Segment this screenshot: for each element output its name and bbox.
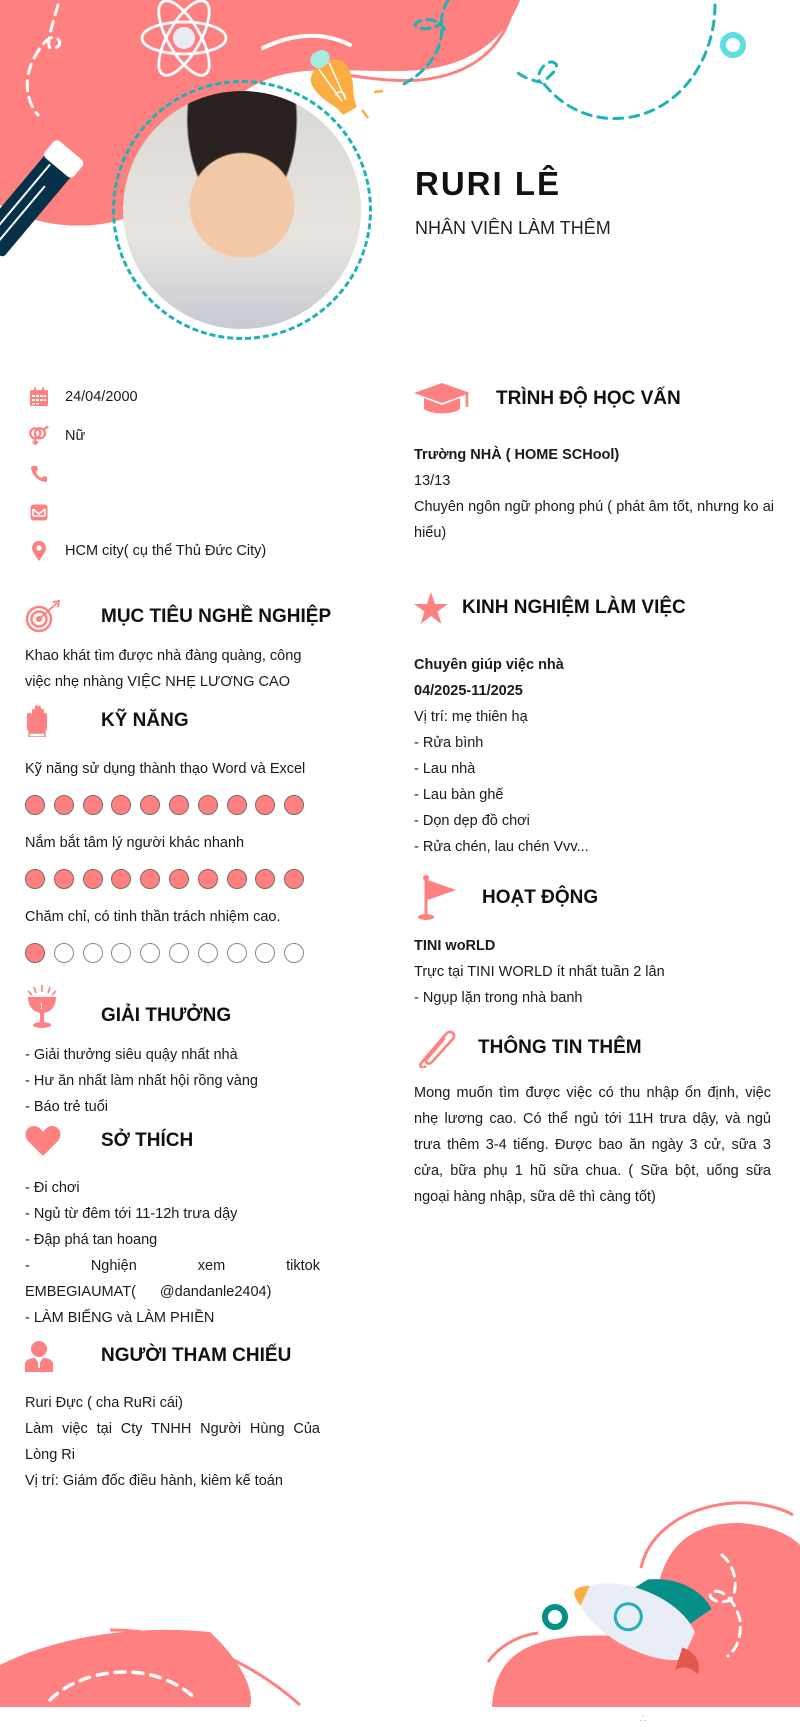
award-item: - Báo trẻ tuổi	[25, 1099, 109, 1115]
section-hobbies-header	[25, 1125, 193, 1157]
education-description: Chuyên ngôn ngữ phong phú ( phát âm tốt, nhưng ko ai hiểu)	[414, 499, 774, 541]
rating-dot-filled	[227, 795, 247, 815]
hobby-item: - Đi chơi	[25, 1180, 80, 1196]
graduation-cap-icon	[414, 383, 470, 415]
experience-line: - Lau nhà	[414, 761, 476, 777]
additional-info-text: Mong muốn tìm được việc có thu nhập ổn định, việc nhẹ lương cao. Có thể ngủ tới 11H trưa dậy, và ngủ trưa thêm 3-4 tiếng. Được bao ăn ngày 3 cử, sữa 3 cửa, bữa phụ 1 hũ sữa chua. ( Sữa bột, uống sữa ngoại hàng nhập, sữa dê thì càng tốt)	[414, 1085, 771, 1205]
experience-line: - Rửa bình	[414, 735, 484, 751]
rating-dot-empty	[227, 943, 247, 963]
rating-dot-empty	[111, 943, 131, 963]
career-goal-text: Khao khát tìm được nhà đàng quàng, công việc nhẹ nhàng VIỆC NHẸ LƯƠNG CAO	[25, 648, 302, 690]
hand-icon	[25, 705, 49, 737]
rating-dot-filled	[169, 869, 189, 889]
paperclip-icon	[416, 1028, 458, 1068]
rating-dot-filled	[284, 795, 304, 815]
rating-dot-filled	[198, 795, 218, 815]
rating-dot-filled	[111, 795, 131, 815]
award-item: - Giải thưởng siêu quậy nhất nhà	[25, 1047, 238, 1063]
bottom-left-blob	[0, 1630, 251, 1707]
section-career-goal-header	[25, 600, 331, 634]
section-title: SỞ THÍCH	[101, 1130, 194, 1151]
awards-list	[25, 1042, 258, 1120]
hobby-item: - Đập phá tan hoang	[25, 1232, 158, 1248]
education-period: 13/13	[414, 473, 451, 489]
birthdate-value: 24/04/2000	[65, 389, 138, 405]
hobbies-list	[25, 1175, 320, 1331]
gender-value: Nữ	[65, 428, 86, 444]
svg-text:1: 1	[39, 1001, 44, 1011]
activities-details	[414, 933, 774, 1011]
skill-label: Chăm chỉ, có tinh thần trách nhiệm cao.	[25, 909, 281, 925]
flag-icon	[418, 875, 458, 921]
location-icon	[28, 540, 50, 562]
job-title: NHÂN VIÊN LÀM THÊM	[415, 218, 611, 238]
activity-line: - Ngụp lặn trong nhà banh	[414, 990, 583, 1006]
email-icon	[28, 501, 50, 523]
hobby-item: - LÀM BIẾNG và LÀM PHIỀN	[25, 1310, 215, 1326]
calendar-icon	[28, 386, 50, 408]
section-title: THÔNG TIN THÊM	[478, 1037, 642, 1058]
activity-org: TINI woRLD	[414, 938, 496, 954]
section-additional-info-header	[416, 1028, 642, 1068]
rating-dot-empty	[54, 943, 74, 963]
svg-text:∴: ∴	[640, 1714, 647, 1725]
experience-company: Chuyên giúp việc nhà	[414, 657, 564, 673]
heart-icon	[25, 1125, 61, 1157]
rating-dot-filled	[25, 795, 45, 815]
section-title: KINH NGHIỆM LÀM VIỆC	[462, 597, 686, 618]
rating-dot-filled	[140, 795, 160, 815]
experience-line: - Dọn dẹp đồ chơi	[414, 813, 530, 829]
person-icon	[25, 1340, 53, 1372]
section-references-header	[25, 1340, 291, 1372]
experience-details	[414, 652, 774, 860]
rating-dot-empty	[169, 943, 189, 963]
experience-line: - Lau bàn ghế	[414, 787, 504, 803]
references-text	[25, 1390, 320, 1494]
section-title: HOẠT ĐỘNG	[482, 887, 599, 908]
trophy-icon	[25, 985, 59, 1029]
activity-line: Trực tại TINI WORLD ít nhất tuần 2 lân	[414, 964, 665, 980]
rating-dot-empty	[83, 943, 103, 963]
rating-dot-empty	[255, 943, 275, 963]
rating-dot-filled	[140, 869, 160, 889]
hobby-item: - Nghiện xem tiktok EMBEGIAUMAT( @dandanle2404)	[25, 1258, 320, 1300]
rating-dot-filled	[198, 869, 218, 889]
candidate-name: RURI LÊ	[415, 165, 561, 202]
reference-line: Ruri Đực ( cha RuRi cái)	[25, 1395, 183, 1411]
section-title: TRÌNH ĐỘ HỌC VẤN	[496, 388, 681, 409]
hobby-item: - Ngủ từ đêm tới 11-12h trưa dậy	[25, 1206, 238, 1222]
info-gender	[28, 425, 85, 447]
section-experience-header	[414, 592, 686, 624]
rating-dot-filled	[255, 795, 275, 815]
section-education-header	[414, 383, 681, 415]
skill-rating	[25, 869, 304, 889]
rating-dot-filled	[284, 869, 304, 889]
section-title: GIẢI THƯỞNG	[101, 1005, 232, 1026]
info-email	[28, 501, 65, 523]
section-skills-header	[25, 705, 189, 737]
gender-icon	[28, 425, 50, 447]
award-item: - Hư ăn nhất làm nhất hội rồng vàng	[25, 1073, 258, 1089]
school-name: Trường NHÀ ( HOME SCHool)	[414, 447, 620, 463]
section-activities-header	[418, 875, 598, 921]
skill-rating	[25, 943, 304, 963]
rating-dot-empty	[284, 943, 304, 963]
experience-period: 04/2025-11/2025	[414, 683, 523, 699]
section-title: MỤC TIÊU NGHỀ NGHIỆP	[101, 606, 332, 627]
section-awards-header	[25, 985, 231, 1029]
skill-rating	[25, 795, 304, 815]
experience-line: - Rửa chén, lau chén Vvv...	[414, 839, 589, 855]
info-birthdate	[28, 386, 138, 408]
skill-label: Nắm bắt tâm lý người khác nhanh	[25, 835, 245, 851]
info-location	[28, 540, 266, 562]
rating-dot-filled	[25, 943, 45, 963]
rating-dot-filled	[83, 869, 103, 889]
experience-line: Vị trí: mẹ thiên hạ	[414, 709, 528, 725]
dashed-swirl-teal-2	[515, 5, 715, 119]
rating-dot-filled	[111, 869, 131, 889]
rating-dot-filled	[54, 795, 74, 815]
section-title: NGƯỜI THAM CHIẾU	[101, 1345, 292, 1366]
star-icon	[414, 592, 448, 624]
rating-dot-filled	[54, 869, 74, 889]
rating-dot-filled	[227, 869, 247, 889]
profile-photo	[123, 91, 361, 329]
rating-dot-empty	[140, 943, 160, 963]
target-icon	[25, 600, 61, 634]
reference-line: Làm việc tại Cty TNHH Người Hùng Của Lòng Ri	[25, 1421, 320, 1463]
phone-icon	[28, 463, 50, 485]
section-title: KỸ NĂNG	[101, 710, 189, 731]
rating-dot-filled	[255, 869, 275, 889]
rating-dot-filled	[169, 795, 189, 815]
info-phone	[28, 463, 65, 485]
profile-photo-frame	[112, 80, 372, 340]
rating-dot-filled	[83, 795, 103, 815]
reference-line: Vị trí: Giám đốc điều hành, kiêm kế toán	[25, 1473, 283, 1489]
skill-label: Kỹ năng sử dụng thành thạo Word và Excel	[25, 761, 306, 777]
education-details	[414, 442, 774, 546]
rating-dot-empty	[198, 943, 218, 963]
ring-icon-green	[545, 1607, 565, 1627]
ring-icon	[723, 35, 743, 55]
location-value: HCM city( cụ thể Thủ Đức City)	[65, 543, 267, 559]
rating-dot-filled	[25, 869, 45, 889]
